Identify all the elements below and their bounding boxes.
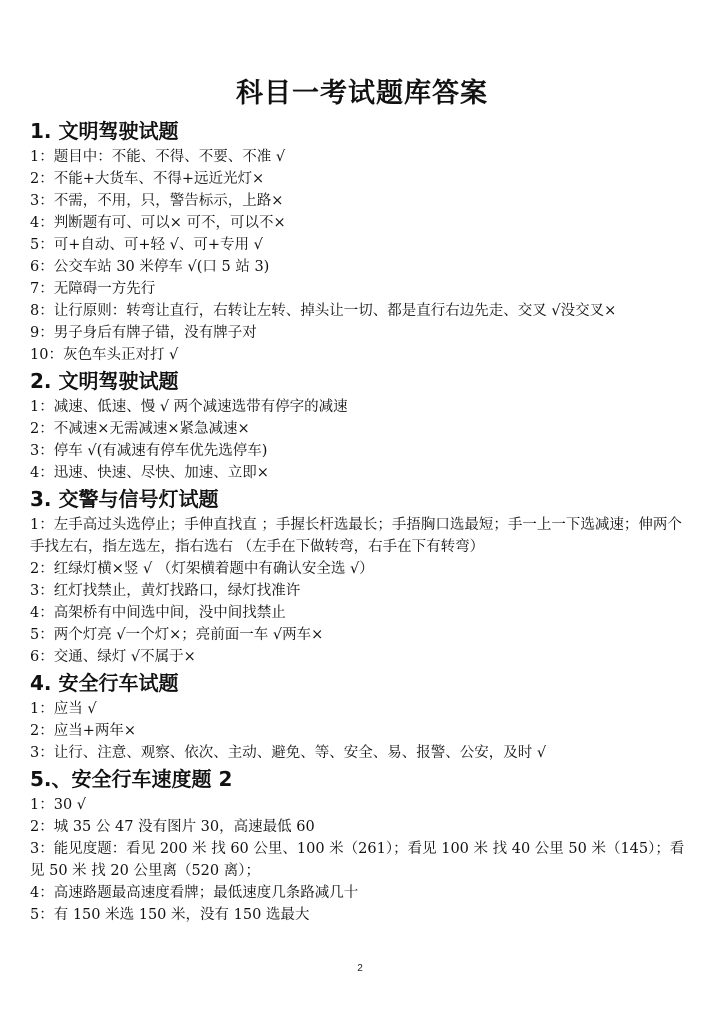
list-item: 5：可+自动、可+轻 √、可+专用 √ <box>30 237 263 253</box>
section <box>30 668 694 764</box>
list-item: 10：灰色车头正对打 √ <box>30 347 179 363</box>
list-item: 1：减速、低速、慢 √ 两个减速选带有停字的减速 <box>30 399 348 415</box>
list-item: 8：让行原则：转弯让直行，右转让左转、掉头让一切、都是直行右边先走、交叉 √没交叉× <box>30 303 617 319</box>
list-item: 6：交通、绿灯 √不属于× <box>30 649 196 665</box>
list-item: 9：男子身后有牌子错，没有牌子对 <box>30 325 257 341</box>
list-item: 4：判断题有可、可以× 可不，可以不× <box>30 215 286 231</box>
page-number: 2 <box>357 963 363 974</box>
section-heading: 4. 安全行车试题 <box>30 671 179 695</box>
section-heading: 3. 交警与信号灯试题 <box>30 487 219 511</box>
list-item: 3：停车 √(有减速有停车优先选停车) <box>30 443 268 459</box>
item-list <box>30 698 694 764</box>
item-list <box>30 794 694 926</box>
list-item: 6：公交车站 30 米停车 √(口 5 站 3) <box>30 259 270 275</box>
section <box>30 116 694 366</box>
section-heading: 5.、安全行车速度题 2 <box>30 767 233 791</box>
page-title: 科目一考试题库答案 <box>236 78 488 109</box>
list-item: 1：30 √ <box>30 797 87 813</box>
list-item: 3：红灯找禁止，黄灯找路口，绿灯找准许 <box>30 583 301 599</box>
item-list <box>30 396 694 484</box>
list-item: 2：应当+两年× <box>30 723 137 739</box>
list-item: 2：不减速×无需减速×紧急减速× <box>30 421 250 437</box>
list-item: 4：迅速、快速、尽快、加速、立即× <box>30 465 269 481</box>
sections-container <box>30 116 694 926</box>
section-heading: 2. 文明驾驶试题 <box>30 369 179 393</box>
list-item: 3：让行、注意、观察、依次、主动、避免、等、安全、易、报警、公安，及时 √ <box>30 745 547 761</box>
item-list <box>30 146 694 366</box>
document-page <box>30 74 694 926</box>
section <box>30 764 694 926</box>
list-item: 2：城 35 公 47 没有图片 30，高速最低 60 <box>30 819 315 835</box>
list-item: 3：能见度题：看见 200 米 找 60 公里、100 米（261）；看见 100 米 找 40 公里 50 米（145）；看见 50 米 找 20 公里离（520 离）； <box>30 841 685 879</box>
section-heading: 1. 文明驾驶试题 <box>30 119 179 143</box>
item-list <box>30 514 694 668</box>
list-item: 1：应当 √ <box>30 701 97 717</box>
list-item: 4：高架桥有中间选中间，没中间找禁止 <box>30 605 286 621</box>
list-item: 3：不需，不用，只，警告标示，上路× <box>30 193 284 209</box>
section <box>30 484 694 668</box>
section <box>30 366 694 484</box>
list-item: 2：不能+大货车、不得+远近光灯× <box>30 171 265 187</box>
list-item: 5：两个灯亮 √一个灯×；亮前面一车 √两车× <box>30 627 324 643</box>
list-item: 7：无障碍一方先行 <box>30 281 156 297</box>
list-item: 1：左手高过头选停止；手伸直找直 ；手握长杆选最长；手捂胸口选最短；手一上一下选减速；伸两个手找左右，指左选左，指右选右 （左手在下做转弯，右手在下有转弯） <box>30 517 682 555</box>
list-item: 2：红绿灯横×竖 √ （灯架横着题中有确认安全选 √） <box>30 561 374 577</box>
list-item: 1：题目中：不能、不得、不要、不准 √ <box>30 149 286 165</box>
list-item: 4：高速路题最高速度看牌；最低速度几条路减几十 <box>30 885 359 901</box>
list-item: 5：有 150 米选 150 米，没有 150 选最大 <box>30 907 310 923</box>
